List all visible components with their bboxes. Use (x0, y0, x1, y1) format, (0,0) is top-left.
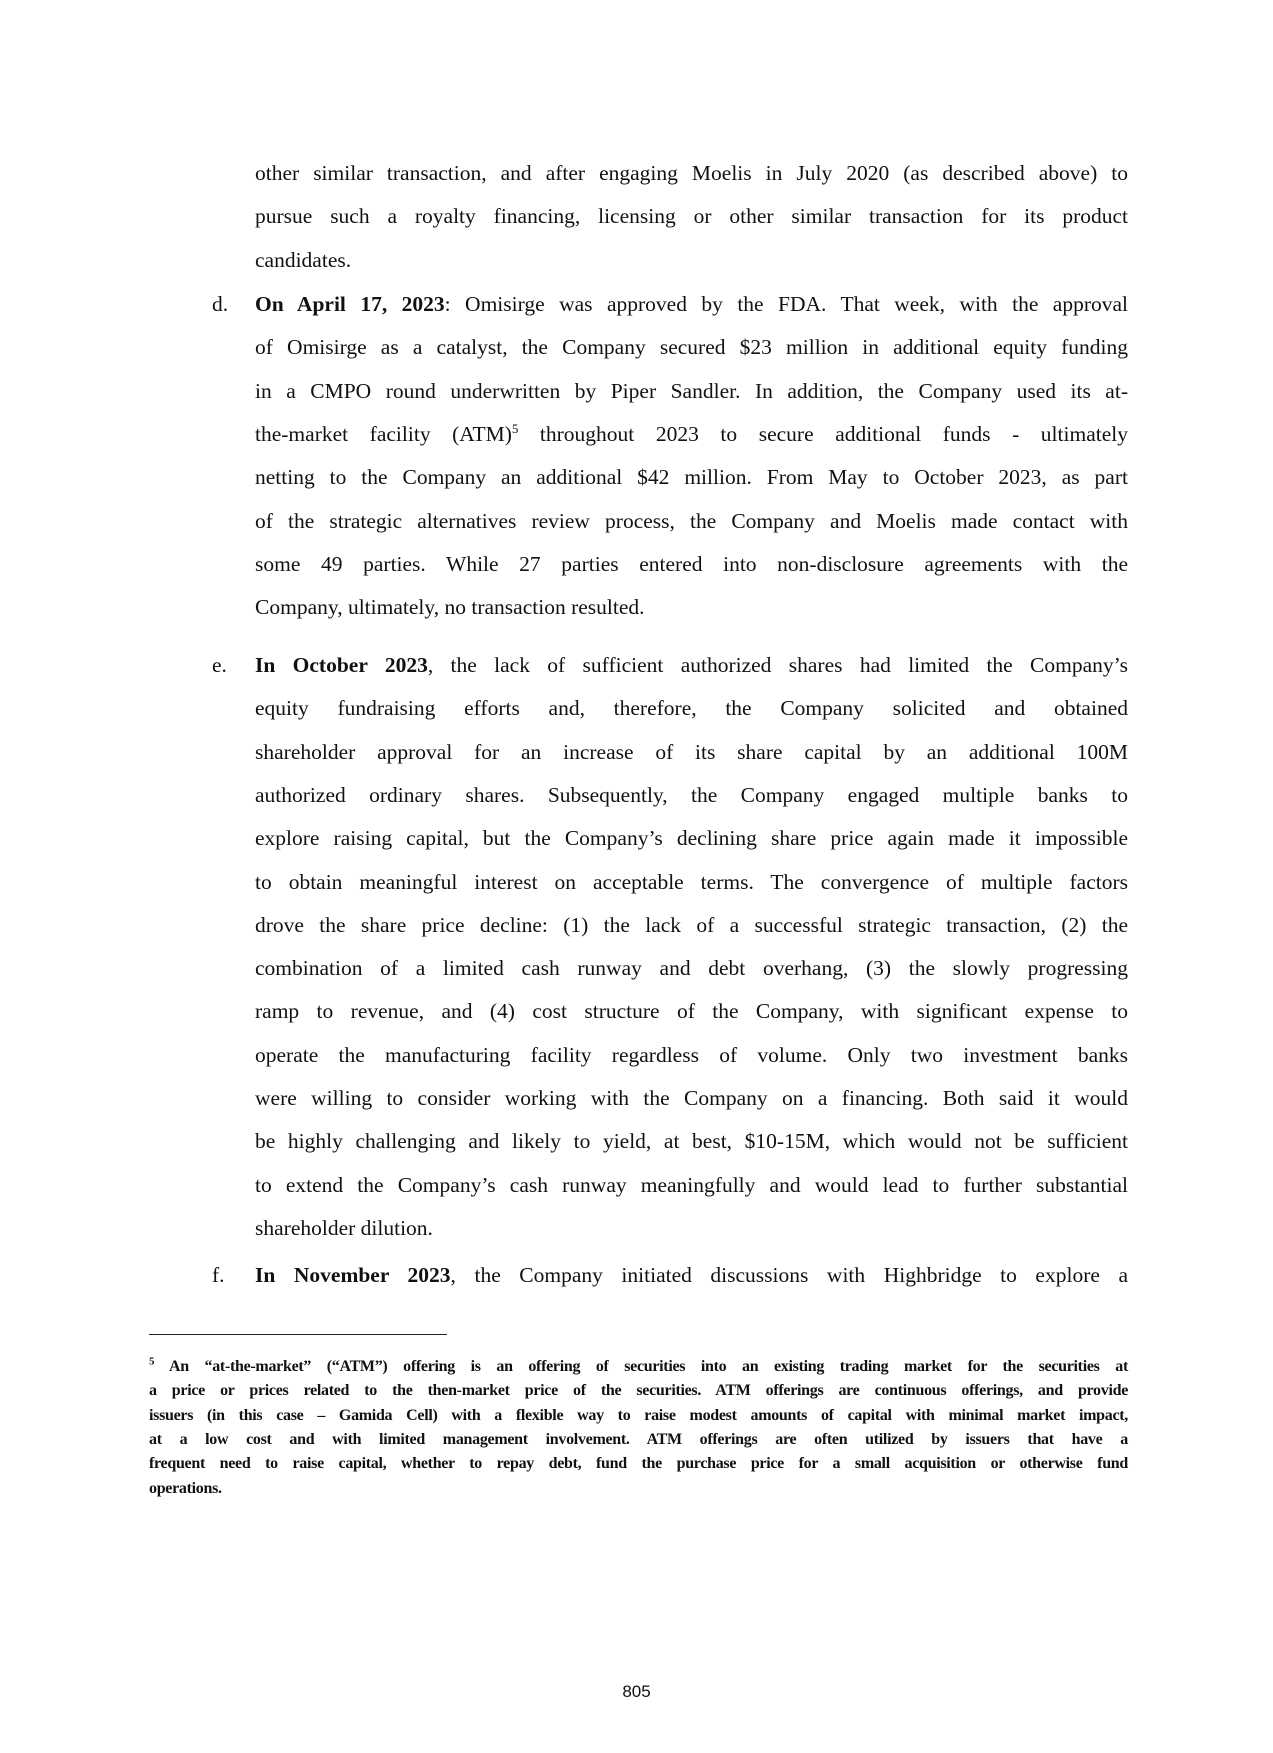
paragraph-line (255, 160, 1128, 186)
list-item-line (255, 421, 1128, 447)
text-segment: combination of a limited cash runway and debt overhang, (3) the slowly progressing (255, 956, 1128, 981)
text-segment: An “at-the-market” (“ATM”) offering is an offering of securities into an existing trading market for the securities at (154, 1358, 1128, 1375)
text-segment: operations. (149, 1479, 222, 1497)
footnote-line (149, 1479, 1128, 1499)
text-segment: explore raising capital, but the Company’s declining share price again made it impossible (255, 826, 1128, 851)
paragraph-line (255, 203, 1128, 229)
text-segment: of Omisirge as a catalyst, the Company secured $23 million in additional equity funding (255, 335, 1128, 360)
footnote-reference: 5 (149, 1355, 155, 1368)
text-segment: : Omisirge was approved by the FDA. That week, with the approval (444, 292, 1129, 316)
text-segment: authorized ordinary shares. Subsequently, the Company engaged multiple banks to (255, 782, 1128, 807)
list-item-line (255, 1042, 1128, 1068)
footnote-line (149, 1430, 1128, 1450)
list-item-line (255, 912, 1128, 938)
footnote-line (149, 1454, 1128, 1474)
list-item-line (255, 551, 1128, 577)
list-item-line (255, 998, 1128, 1024)
paragraph-line (255, 247, 1128, 273)
bold-date-heading: In October 2023 (255, 653, 428, 677)
text-segment: in a CMPO round underwritten by Piper Sandler. In addition, the Company used its at- (255, 378, 1128, 403)
list-item-line (255, 334, 1128, 360)
text-segment: Company, ultimately, no transaction resulted. (255, 595, 645, 620)
list-item-line (255, 695, 1128, 721)
list-item-line (255, 955, 1128, 981)
bold-date-heading: In November 2023 (255, 1263, 451, 1287)
page-number: 805 (622, 1682, 651, 1701)
text-segment: be highly challenging and likely to yield, at best, $10-15M, which would not be sufficient (255, 1129, 1128, 1154)
text-segment: a price or prices related to the then-market price of the securities. ATM offerings are continuous offerings, and provide (149, 1382, 1128, 1400)
text-segment: shareholder dilution. (255, 1215, 433, 1240)
text-segment: to obtain meaningful interest on acceptable terms. The convergence of multiple factors (255, 869, 1128, 894)
list-item-line (255, 1128, 1128, 1154)
footnote-line (149, 1406, 1128, 1426)
list-item-line (255, 1085, 1128, 1111)
text-segment: the-market facility (ATM) (255, 421, 512, 446)
text-segment: some 49 parties. While 27 parties entered into non-disclosure agreements with the (255, 551, 1128, 576)
list-item-line (255, 378, 1128, 404)
footnote-divider (149, 1334, 447, 1335)
list-item-line (255, 594, 1128, 620)
list-item-line (255, 739, 1128, 765)
text-segment: were willing to consider working with the Company on a financing. Both said it would (255, 1086, 1128, 1110)
list-item-line (255, 782, 1128, 808)
text-segment: shareholder approval for an increase of its share capital by an additional 100M (255, 739, 1128, 764)
text-segment: throughout 2023 to secure additional funds - ultimately (518, 421, 1128, 446)
text-segment: candidates. (255, 247, 352, 272)
text-segment: issuers (in this case – Gamida Cell) with a flexible way to raise modest amounts of capital with minimal market impact, (149, 1406, 1128, 1424)
footnote-line (149, 1357, 1128, 1377)
bold-date-heading: On April 17, 2023 (255, 292, 445, 316)
list-marker: f. (212, 1263, 225, 1287)
list-marker: d. (212, 292, 229, 316)
list-item-line (255, 1215, 1128, 1241)
list-item-line (255, 508, 1128, 534)
list-item-line (255, 1172, 1128, 1198)
list-item-line (255, 825, 1128, 851)
text-segment: equity fundraising efforts and, therefore, the Company solicited and obtained (255, 696, 1128, 721)
list-marker: e. (212, 653, 227, 677)
text-segment: to extend the Company’s cash runway meaningfully and would lead to further substantial (255, 1172, 1128, 1197)
text-segment: , the Company initiated discussions with Highbridge to explore a (450, 1263, 1128, 1287)
text-segment: ramp to revenue, and (4) cost structure of the Company, with significant expense to (255, 999, 1128, 1024)
text-segment: other similar transaction, and after engaging Moelis in July 2020 (as described above) to (255, 161, 1128, 185)
list-item-line (255, 869, 1128, 895)
text-segment: at a low cost and with limited management involvement. ATM offerings are often utilized by issuers that have a (149, 1430, 1128, 1448)
text-segment: operate the manufacturing facility regardless of volume. Only two investment banks (255, 1042, 1128, 1067)
list-item-line (255, 652, 1128, 678)
footnote-line (149, 1381, 1128, 1401)
text-segment: frequent need to raise capital, whether to repay debt, fund the purchase price for a small acquisition or otherwise fund (149, 1455, 1128, 1473)
text-segment: pursue such a royalty financing, licensing or other similar transaction for its product (255, 204, 1128, 229)
text-segment: of the strategic alternatives review process, the Company and Moelis made contact with (255, 508, 1128, 533)
list-item-line (255, 1262, 1128, 1288)
text-segment: , the lack of sufficient authorized shares had limited the Company’s (427, 653, 1129, 677)
list-item-line (255, 464, 1128, 490)
footnote-reference: 5 (511, 420, 519, 436)
list-item-line (255, 291, 1128, 317)
text-segment: drove the share price decline: (1) the lack of a successful strategic transaction, (2) the (255, 912, 1128, 937)
text-segment: netting to the Company an additional $42 million. From May to October 2023, as part (255, 465, 1128, 490)
